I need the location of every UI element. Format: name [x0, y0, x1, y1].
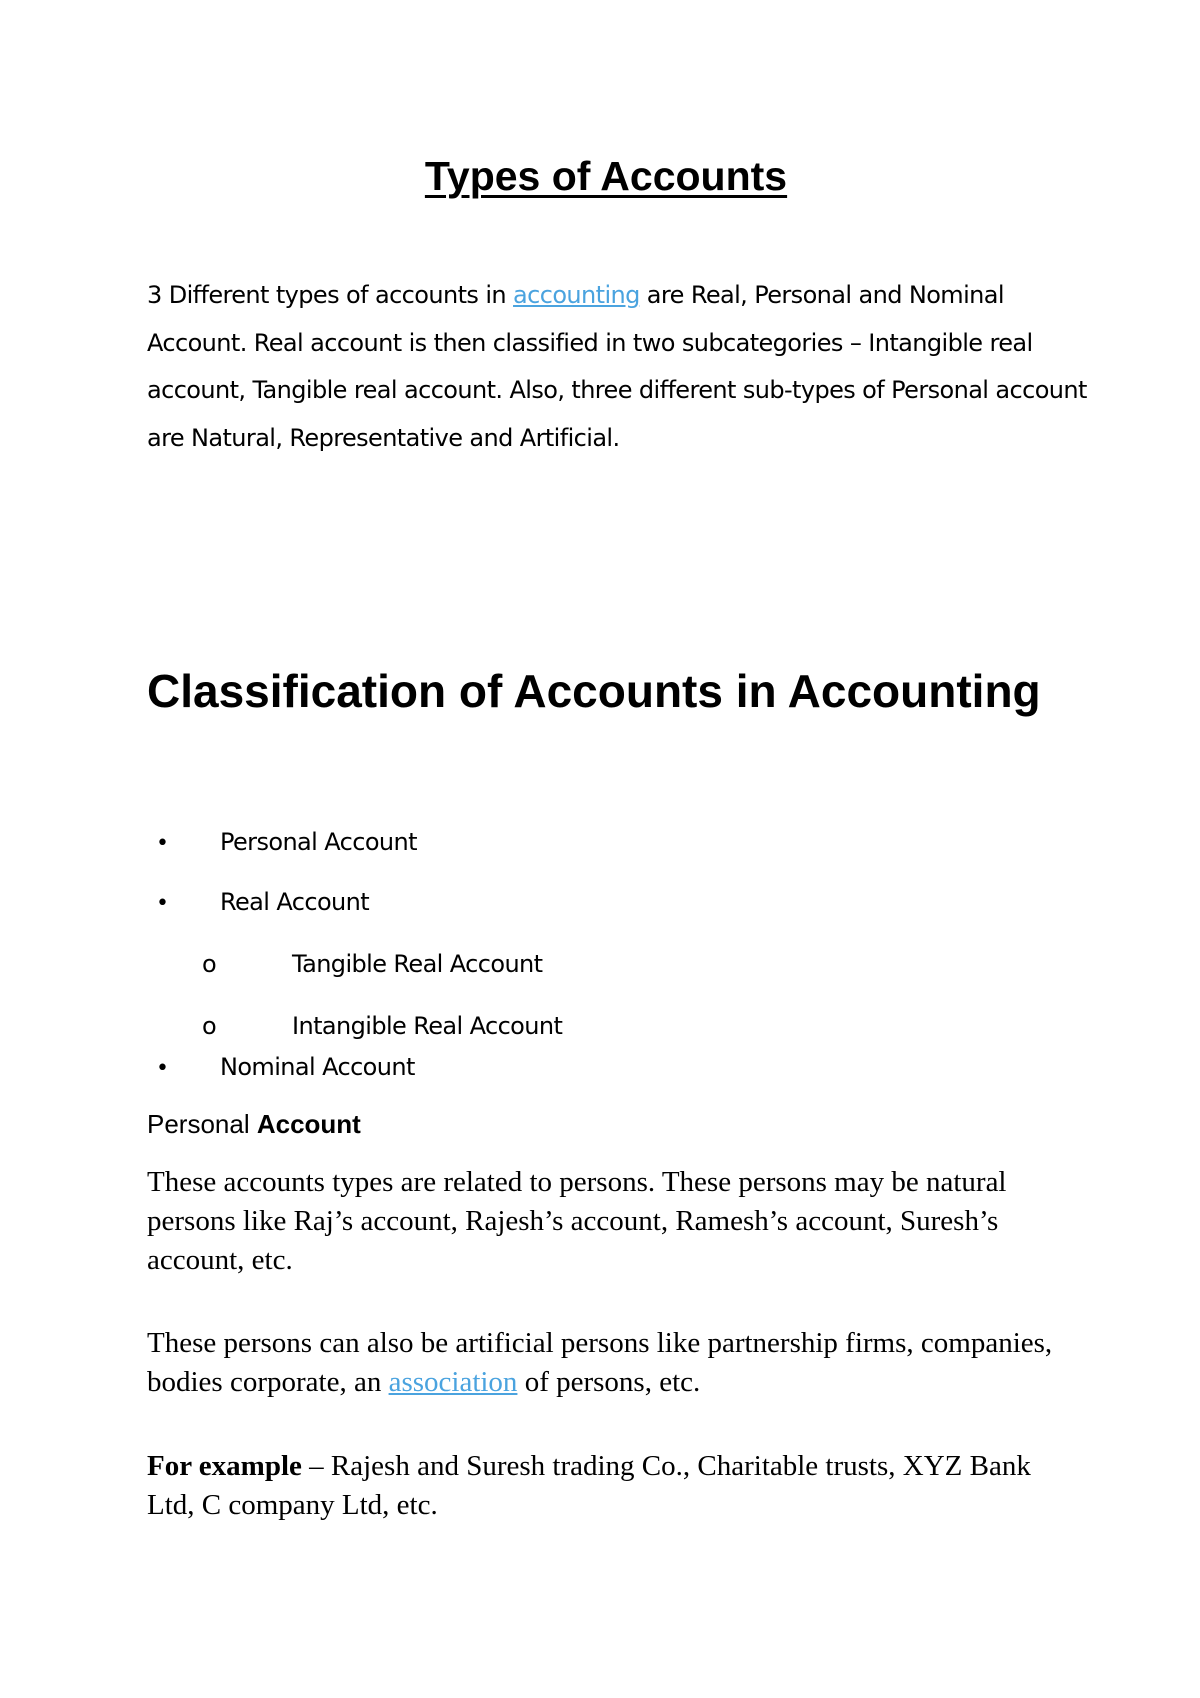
example-text: – Rajesh and Suresh trading Co., Charitable trusts, XYZ Bank Ltd, C company Ltd, etc.	[147, 1450, 1031, 1521]
page-title: Types of Accounts	[424, 153, 788, 199]
example-label: For example	[147, 1450, 302, 1482]
sub-bullet-marker: o	[202, 950, 217, 978]
sub-list-item-tangible-real-account: Tangible Real Account	[292, 950, 543, 978]
accounting-link[interactable]: accounting	[513, 281, 640, 309]
personal-account-paragraph-1: These accounts types are related to persons. These persons may be natural persons like Raj’s account, Rajesh’s account, Ramesh’s account, Suresh’s account, etc.	[147, 1166, 1007, 1276]
personal-account-heading-regular: Personal	[147, 1109, 257, 1139]
intro-text-start: 3 Different types of accounts in	[147, 281, 514, 309]
classification-heading: Classification of Accounts in Accounting	[147, 665, 1041, 717]
sub-bullet-marker: o	[202, 1012, 217, 1040]
list-item-personal-account: Personal Account	[220, 828, 417, 856]
personal-account-heading-bold: Account	[256, 1109, 361, 1139]
personal-account-paragraph-2	[147, 1324, 1077, 1402]
paragraph-2-text-end: of persons, etc.	[517, 1366, 701, 1398]
intro-text-end: are Real, Personal and Nominal Account. Real account is then classified in two subcategories – Intangible real account, Tangible real account. Also, three different sub-types of Personal account are Natural, Representative and Artificial.	[147, 281, 1087, 452]
list-item-real-account: Real Account	[220, 888, 370, 916]
bullet-marker: •	[156, 1056, 169, 1081]
bullet-marker: •	[156, 891, 169, 916]
list-item-nominal-account: Nominal Account	[220, 1053, 415, 1081]
bullet-marker: •	[156, 831, 169, 856]
association-link[interactable]: association	[388, 1366, 518, 1398]
intro-paragraph	[147, 272, 1087, 462]
example-paragraph	[147, 1447, 1077, 1525]
personal-account-heading	[147, 1108, 361, 1140]
paragraph-2-text-start: These persons can also be artificial persons like partnership firms, companies, bodies corporate, an	[147, 1327, 1053, 1398]
sub-list-item-intangible-real-account: Intangible Real Account	[292, 1012, 563, 1040]
